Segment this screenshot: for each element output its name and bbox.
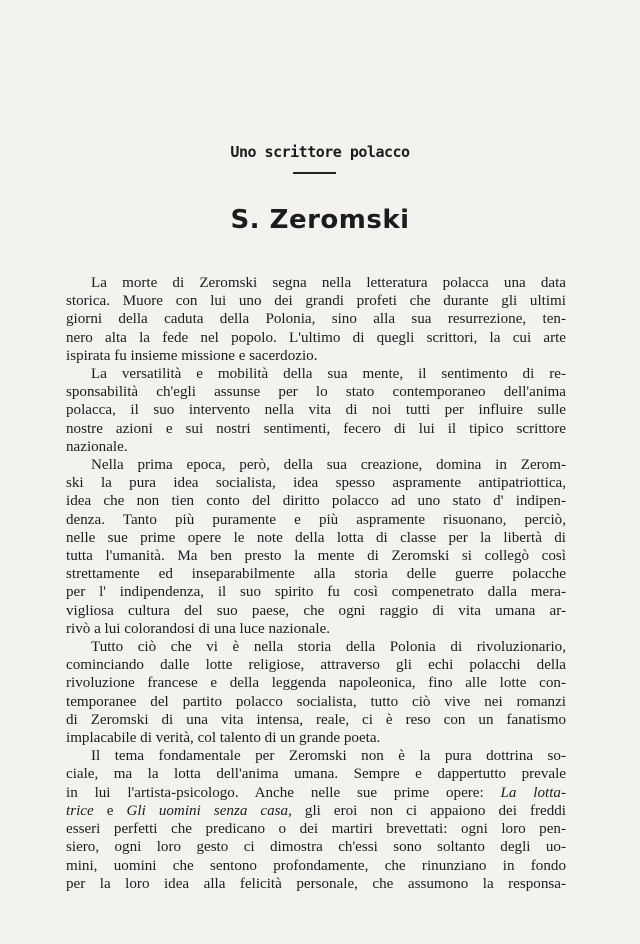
text-line: siero, ogni loro gesto ci dimostra ch'essi sono soltanto degli uo- xyxy=(66,839,566,856)
text-line: nelle sue prime opere le note della lotta di classe per la libertà di xyxy=(66,529,566,546)
text-line: tutta l'umanità. Ma ben presto la mente di Zeromski si collegò così xyxy=(66,548,566,565)
text-line: per la loro idea alla felicità personale, che assumono la responsa- xyxy=(66,875,566,892)
text-line: implacabile di verità, col talento di un grande poeta. xyxy=(66,730,381,747)
text-run: in lui l'artista-psicologo. Anche nelle sue prime opere: xyxy=(66,784,484,801)
article-kicker: Uno scrittore polacco xyxy=(230,143,410,161)
paragraph-4 xyxy=(66,638,566,747)
text-line: Tutto ciò che vi è nella storia della Polonia di rivoluzionario, xyxy=(91,639,566,656)
paragraph-3 xyxy=(66,456,566,638)
text-line: di Zeromski di una vita intensa, reale, ci è reso con un fanatismo xyxy=(66,711,566,728)
text-line: nostre azioni e sui nostri sentimenti, fecero di lui il tipico scrittore xyxy=(66,420,566,437)
text-line: La morte di Zeromski segna nella letteratura polacca una data xyxy=(91,275,566,291)
text-line: rivò a lui colorandosi di una luce nazionale. xyxy=(66,620,331,637)
text-line: nazionale. xyxy=(66,438,128,455)
article-title: S. Zeromski xyxy=(230,205,410,235)
text-line: rivoluzione francese e della leggenda napoleonica, fino alle lotte con- xyxy=(66,675,566,692)
text-line: sponsabilità ch'egli assunse per lo stato contemporaneo dell'anima xyxy=(66,384,566,401)
text-line: idea che non tien conto del diritto polacco ad uno stato d' indipen- xyxy=(66,493,566,510)
text-line: ski la pura idea socialista, idea spesso aspramente antipatriottica, xyxy=(66,475,566,492)
text-line xyxy=(66,784,566,802)
text-line: strettamente ed inseparabilmente alla storia delle guerre polacche xyxy=(66,566,566,583)
text-line: ciale, ma la lotta dell'anima umana. Sempre e dappertutto prevale xyxy=(66,766,566,783)
paragraph-5 xyxy=(66,747,566,893)
title-divider xyxy=(293,172,336,174)
book-title-italic: trice xyxy=(66,802,94,819)
text-line: vigliosa cultura del suo paese, che ogni raggio di vita umana ar- xyxy=(66,602,566,619)
text-line: Il tema fondamentale per Zeromski non è la pura dottrina so- xyxy=(91,748,566,765)
text-line: temporanee del partito polacco socialista, tutto ciò vive nei romanzi xyxy=(66,693,566,710)
text-line: giorni della caduta della Polonia, sino alla sua resurrezione, ten- xyxy=(66,311,566,328)
text-line: nero alta la fede nel popolo. L'ultimo di quegli scrittori, la cui arte xyxy=(66,329,566,346)
text-line: polacca, il suo intervento nella vita di noi tutti per influire sulle xyxy=(66,402,566,419)
text-line xyxy=(66,802,566,820)
book-title-italic: Gli uomini senza casa, xyxy=(126,802,292,819)
text-run: e xyxy=(106,802,114,819)
text-line: esseri perfetti che predicano o dei martiri brevettati: ogni loro pen- xyxy=(66,821,566,838)
text-line: storica. Muore con lui uno dei grandi profeti che durante gli ultimi xyxy=(66,293,566,310)
text-line: denza. Tanto più puramente e più aspramente risuonano, perciò, xyxy=(66,511,566,528)
text-line: cominciando dalle lotte religiose, attraverso gli echi polacchi della xyxy=(66,657,566,674)
text-line: La versatilità e mobilità della sua mente, il sentimento di re- xyxy=(91,366,566,383)
text-line: ispirata fu insieme missione e sacerdozio. xyxy=(66,347,318,364)
paragraph-1 xyxy=(66,274,566,365)
book-title-italic: La lotta- xyxy=(500,784,566,801)
paragraph-2 xyxy=(66,365,566,456)
text-line: Nella prima epoca, però, della sua creazione, domina in Zerom- xyxy=(91,457,566,474)
text-run: gli eroi non ci appaiono dei freddi xyxy=(304,802,566,819)
article-body xyxy=(66,274,566,893)
text-line: per l' indipendenza, il suo spirito fu così compenetrato dalla mera- xyxy=(66,584,566,601)
text-line: mini, uomini che sentono profondamente, che rinunziano in fondo xyxy=(66,857,566,874)
